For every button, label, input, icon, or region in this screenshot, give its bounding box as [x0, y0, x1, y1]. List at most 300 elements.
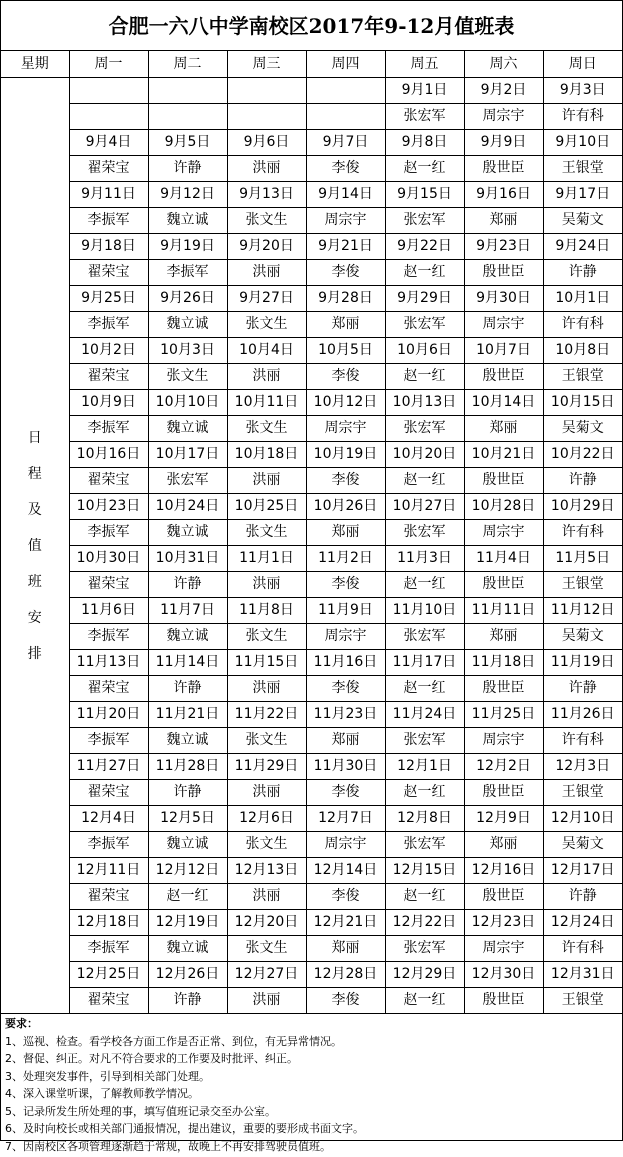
date-cell: 9月3日 [543, 78, 622, 104]
date-cell: 12月11日 [69, 858, 148, 884]
date-cell: 10月11日 [227, 390, 306, 416]
schedule-table [1, 51, 622, 1014]
date-cell: 9月27日 [227, 286, 306, 312]
date-cell: 10月15日 [543, 390, 622, 416]
duty-person-cell: 郑丽 [464, 416, 543, 442]
duty-row [1, 104, 622, 130]
duty-person-cell: 李俊 [306, 780, 385, 806]
duty-person-cell: 翟荣宝 [69, 156, 148, 182]
date-cell: 11月11日 [464, 598, 543, 624]
date-cell: 10月23日 [69, 494, 148, 520]
duty-person-cell: 洪丽 [227, 780, 306, 806]
date-cell: 12月23日 [464, 910, 543, 936]
date-cell: 11月17日 [385, 650, 464, 676]
duty-row [1, 572, 622, 598]
date-row [1, 598, 622, 624]
duty-person-cell: 王银堂 [543, 156, 622, 182]
duty-person-cell: 张文生 [227, 208, 306, 234]
duty-person-cell: 许静 [148, 676, 227, 702]
date-cell [148, 78, 227, 104]
date-cell: 12月2日 [464, 754, 543, 780]
date-cell [227, 78, 306, 104]
duty-person-cell: 翟荣宝 [69, 364, 148, 390]
side-label-char: 值 [27, 537, 42, 554]
date-cell: 10月22日 [543, 442, 622, 468]
date-cell: 12月20日 [227, 910, 306, 936]
duty-person-cell: 翟荣宝 [69, 572, 148, 598]
date-cell: 10月24日 [148, 494, 227, 520]
date-cell: 12月15日 [385, 858, 464, 884]
duty-person-cell: 殷世臣 [464, 468, 543, 494]
duty-person-cell: 赵一红 [385, 572, 464, 598]
duty-person-cell: 张宏军 [385, 520, 464, 546]
date-cell: 12月1日 [385, 754, 464, 780]
duty-row [1, 936, 622, 962]
header-weekday-label: 星期 [1, 51, 69, 78]
duty-person-cell: 张宏军 [385, 624, 464, 650]
date-row [1, 806, 622, 832]
duty-person-cell: 李振军 [69, 832, 148, 858]
duty-person-cell: 殷世臣 [464, 780, 543, 806]
duty-person-cell: 张宏军 [385, 312, 464, 338]
duty-person-cell: 殷世臣 [464, 676, 543, 702]
date-cell: 9月7日 [306, 130, 385, 156]
date-cell: 10月1日 [543, 286, 622, 312]
side-label [1, 78, 69, 1014]
date-cell: 12月18日 [69, 910, 148, 936]
side-label-char: 排 [27, 645, 42, 662]
date-cell: 10月9日 [69, 390, 148, 416]
duty-row [1, 156, 622, 182]
duty-person-cell: 魏立诚 [148, 208, 227, 234]
date-cell: 11月21日 [148, 702, 227, 728]
requirements-notes [1, 1013, 622, 1157]
date-cell: 12月21日 [306, 910, 385, 936]
duty-person-cell: 李振军 [69, 624, 148, 650]
header-day: 周三 [227, 51, 306, 78]
date-cell: 12月24日 [543, 910, 622, 936]
header-day: 周五 [385, 51, 464, 78]
duty-person-cell: 许静 [543, 468, 622, 494]
date-cell: 12月28日 [306, 962, 385, 988]
duty-person-cell: 赵一红 [148, 884, 227, 910]
duty-person-cell: 许静 [543, 676, 622, 702]
duty-person-cell: 赵一红 [385, 260, 464, 286]
date-row [1, 286, 622, 312]
duty-row [1, 988, 622, 1014]
duty-person-cell: 李振军 [69, 312, 148, 338]
duty-person-cell: 张宏军 [385, 728, 464, 754]
date-cell: 11月12日 [543, 598, 622, 624]
duty-person-cell: 许静 [148, 780, 227, 806]
duty-person-cell: 洪丽 [227, 260, 306, 286]
duty-person-cell: 周宗宇 [306, 624, 385, 650]
duty-person-cell: 洪丽 [227, 676, 306, 702]
duty-person-cell: 周宗宇 [306, 416, 385, 442]
duty-person-cell: 张宏军 [385, 936, 464, 962]
duty-row [1, 624, 622, 650]
duty-person-cell: 许静 [148, 988, 227, 1014]
duty-person-cell: 张宏军 [385, 104, 464, 130]
date-cell: 12月7日 [306, 806, 385, 832]
date-cell [306, 78, 385, 104]
date-cell: 9月20日 [227, 234, 306, 260]
side-label-char: 及 [27, 501, 42, 518]
duty-person-cell: 许静 [543, 260, 622, 286]
duty-person-cell: 王银堂 [543, 364, 622, 390]
duty-person-cell: 吴菊文 [543, 208, 622, 234]
duty-person-cell: 赵一红 [385, 988, 464, 1014]
date-cell: 9月11日 [69, 182, 148, 208]
duty-person-cell: 翟荣宝 [69, 988, 148, 1014]
duty-person-cell: 赵一红 [385, 884, 464, 910]
duty-person-cell: 吴菊文 [543, 832, 622, 858]
duty-person-cell: 张宏军 [385, 832, 464, 858]
duty-row [1, 416, 622, 442]
duty-person-cell: 李俊 [306, 572, 385, 598]
duty-person-cell [69, 104, 148, 130]
date-cell: 9月24日 [543, 234, 622, 260]
date-cell: 9月19日 [148, 234, 227, 260]
duty-person-cell: 张文生 [227, 520, 306, 546]
date-cell: 11月24日 [385, 702, 464, 728]
date-row [1, 78, 622, 104]
duty-person-cell: 许有科 [543, 104, 622, 130]
duty-person-cell: 李俊 [306, 260, 385, 286]
date-row [1, 338, 622, 364]
duty-person-cell: 郑丽 [306, 936, 385, 962]
duty-person-cell: 李振军 [148, 260, 227, 286]
date-row [1, 702, 622, 728]
date-cell: 11月6日 [69, 598, 148, 624]
date-cell: 9月9日 [464, 130, 543, 156]
duty-person-cell: 许有科 [543, 728, 622, 754]
requirements-list [5, 1033, 618, 1156]
date-cell [69, 78, 148, 104]
date-cell: 12月31日 [543, 962, 622, 988]
date-cell: 11月27日 [69, 754, 148, 780]
duty-person-cell: 洪丽 [227, 364, 306, 390]
date-cell: 10月5日 [306, 338, 385, 364]
side-label-char: 日 [27, 429, 42, 446]
date-cell: 11月26日 [543, 702, 622, 728]
header-day: 周四 [306, 51, 385, 78]
date-cell: 10月2日 [69, 338, 148, 364]
date-cell: 12月16日 [464, 858, 543, 884]
date-cell: 9月17日 [543, 182, 622, 208]
date-cell: 10月26日 [306, 494, 385, 520]
duty-person-cell: 许有科 [543, 520, 622, 546]
date-cell: 12月22日 [385, 910, 464, 936]
date-cell: 11月1日 [227, 546, 306, 572]
duty-person-cell: 周宗宇 [464, 936, 543, 962]
duty-person-cell: 殷世臣 [464, 156, 543, 182]
date-row [1, 754, 622, 780]
date-row [1, 650, 622, 676]
date-cell: 12月17日 [543, 858, 622, 884]
date-cell: 9月14日 [306, 182, 385, 208]
duty-person-cell: 周宗宇 [464, 312, 543, 338]
requirement-item: 1、巡视、检查。看学校各方面工作是否正常、到位，有无异常情况。 [5, 1034, 342, 1048]
duty-person-cell: 张宏军 [385, 416, 464, 442]
duty-person-cell: 魏立诚 [148, 416, 227, 442]
duty-person-cell: 殷世臣 [464, 884, 543, 910]
date-cell: 9月16日 [464, 182, 543, 208]
date-row [1, 546, 622, 572]
date-cell: 12月3日 [543, 754, 622, 780]
date-cell: 12月29日 [385, 962, 464, 988]
side-label-char: 程 [27, 465, 42, 482]
duty-person-cell [306, 104, 385, 130]
date-cell: 12月12日 [148, 858, 227, 884]
date-row [1, 962, 622, 988]
date-cell: 10月16日 [69, 442, 148, 468]
duty-person-cell: 张文生 [227, 728, 306, 754]
date-cell: 10月4日 [227, 338, 306, 364]
date-cell: 12月8日 [385, 806, 464, 832]
date-row [1, 442, 622, 468]
duty-person-cell: 翟荣宝 [69, 780, 148, 806]
duty-person-cell: 殷世臣 [464, 260, 543, 286]
date-cell: 12月14日 [306, 858, 385, 884]
date-cell: 9月25日 [69, 286, 148, 312]
duty-person-cell: 周宗宇 [464, 728, 543, 754]
duty-person-cell: 翟荣宝 [69, 260, 148, 286]
duty-row [1, 728, 622, 754]
date-cell: 10月19日 [306, 442, 385, 468]
duty-person-cell: 张文生 [227, 312, 306, 338]
requirement-item: 5、记录所发生所处理的事，填写值班记录交至办公室。 [5, 1104, 276, 1118]
duty-row [1, 312, 622, 338]
date-cell: 11月5日 [543, 546, 622, 572]
date-cell: 12月4日 [69, 806, 148, 832]
date-cell: 10月12日 [306, 390, 385, 416]
date-cell: 9月28日 [306, 286, 385, 312]
duty-person-cell: 魏立诚 [148, 312, 227, 338]
date-cell: 10月31日 [148, 546, 227, 572]
date-cell: 11月19日 [543, 650, 622, 676]
date-row [1, 130, 622, 156]
requirement-item: 4、深入课堂听课，了解教师教学情况。 [5, 1087, 199, 1100]
date-cell: 9月30日 [464, 286, 543, 312]
duty-person-cell: 洪丽 [227, 468, 306, 494]
date-cell: 9月21日 [306, 234, 385, 260]
side-label-char: 安 [27, 609, 42, 626]
date-cell: 10月3日 [148, 338, 227, 364]
date-cell: 12月5日 [148, 806, 227, 832]
duty-person-cell: 赵一红 [385, 364, 464, 390]
date-cell: 11月4日 [464, 546, 543, 572]
requirement-item: 6、及时向校长或相关部门通报情况，提出建议，重要的要形成书面文字。 [5, 1122, 364, 1135]
duty-person-cell: 张文生 [227, 832, 306, 858]
duty-person-cell: 周宗宇 [306, 832, 385, 858]
date-cell: 11月29日 [227, 754, 306, 780]
duty-person-cell: 殷世臣 [464, 572, 543, 598]
date-cell: 10月6日 [385, 338, 464, 364]
duty-person-cell: 李俊 [306, 468, 385, 494]
date-cell: 11月2日 [306, 546, 385, 572]
duty-person-cell: 李振军 [69, 520, 148, 546]
duty-person-cell: 殷世臣 [464, 364, 543, 390]
date-cell: 10月14日 [464, 390, 543, 416]
date-cell: 11月30日 [306, 754, 385, 780]
duty-person-cell: 许静 [543, 884, 622, 910]
duty-person-cell: 赵一红 [385, 676, 464, 702]
date-row [1, 390, 622, 416]
duty-row [1, 260, 622, 286]
date-cell: 10月21日 [464, 442, 543, 468]
date-cell: 10月17日 [148, 442, 227, 468]
duty-person-cell: 周宗宇 [464, 104, 543, 130]
date-cell: 10月29日 [543, 494, 622, 520]
date-cell: 9月18日 [69, 234, 148, 260]
date-cell: 9月5日 [148, 130, 227, 156]
duty-person-cell: 王银堂 [543, 780, 622, 806]
duty-person-cell: 李振军 [69, 416, 148, 442]
date-cell: 11月28日 [148, 754, 227, 780]
header-day: 周日 [543, 51, 622, 78]
duty-person-cell: 张文生 [227, 416, 306, 442]
duty-person-cell: 赵一红 [385, 468, 464, 494]
date-cell: 11月3日 [385, 546, 464, 572]
requirements-heading: 要求： [5, 1017, 38, 1030]
date-cell: 12月19日 [148, 910, 227, 936]
date-cell: 11月14日 [148, 650, 227, 676]
duty-person-cell: 王银堂 [543, 572, 622, 598]
duty-person-cell: 郑丽 [464, 208, 543, 234]
duty-row [1, 468, 622, 494]
duty-person-cell: 殷世臣 [464, 988, 543, 1014]
date-cell: 11月13日 [69, 650, 148, 676]
duty-person-cell: 张宏军 [148, 468, 227, 494]
date-cell: 10月20日 [385, 442, 464, 468]
date-cell: 10月10日 [148, 390, 227, 416]
date-cell: 10月28日 [464, 494, 543, 520]
date-cell: 11月23日 [306, 702, 385, 728]
date-cell: 9月10日 [543, 130, 622, 156]
date-cell: 11月7日 [148, 598, 227, 624]
duty-person-cell: 张文生 [227, 624, 306, 650]
duty-person-cell: 许有科 [543, 936, 622, 962]
duty-person-cell: 李振军 [69, 728, 148, 754]
requirement-item: 2、督促、纠正。对凡不符合要求的工作要及时批评、纠正。 [5, 1052, 298, 1065]
duty-person-cell: 魏立诚 [148, 832, 227, 858]
date-cell: 11月16日 [306, 650, 385, 676]
header-day: 周二 [148, 51, 227, 78]
duty-person-cell: 洪丽 [227, 156, 306, 182]
duty-row [1, 520, 622, 546]
side-label-char: 班 [27, 573, 42, 590]
date-cell: 9月4日 [69, 130, 148, 156]
duty-person-cell: 郑丽 [306, 520, 385, 546]
duty-person-cell: 周宗宇 [306, 208, 385, 234]
date-cell: 11月9日 [306, 598, 385, 624]
duty-row [1, 676, 622, 702]
duty-person-cell: 张宏军 [385, 208, 464, 234]
duty-person-cell: 郑丽 [464, 832, 543, 858]
date-cell: 9月8日 [385, 130, 464, 156]
date-cell: 9月13日 [227, 182, 306, 208]
duty-person-cell: 郑丽 [464, 624, 543, 650]
duty-person-cell: 吴菊文 [543, 624, 622, 650]
date-cell: 10月18日 [227, 442, 306, 468]
date-row [1, 182, 622, 208]
date-cell: 9月22日 [385, 234, 464, 260]
duty-row [1, 364, 622, 390]
duty-person-cell: 翟荣宝 [69, 676, 148, 702]
date-row [1, 494, 622, 520]
date-cell: 11月25日 [464, 702, 543, 728]
date-cell: 11月8日 [227, 598, 306, 624]
duty-person-cell: 魏立诚 [148, 936, 227, 962]
duty-row [1, 832, 622, 858]
date-row [1, 858, 622, 884]
date-cell: 12月26日 [148, 962, 227, 988]
date-cell: 10月25日 [227, 494, 306, 520]
date-cell: 9月15日 [385, 182, 464, 208]
date-cell: 12月6日 [227, 806, 306, 832]
duty-person-cell: 郑丽 [306, 312, 385, 338]
date-cell: 9月2日 [464, 78, 543, 104]
duty-person-cell [227, 104, 306, 130]
date-row [1, 234, 622, 260]
duty-person-cell: 郑丽 [306, 728, 385, 754]
duty-person-cell: 周宗宇 [464, 520, 543, 546]
duty-person-cell: 李振军 [69, 936, 148, 962]
date-cell: 11月10日 [385, 598, 464, 624]
date-cell: 10月30日 [69, 546, 148, 572]
duty-person-cell: 洪丽 [227, 884, 306, 910]
requirement-item: 7、因南校区各项管理逐渐趋于常规，故晚上不再安排驾驶员值班。 [5, 1139, 331, 1153]
duty-person-cell: 赵一红 [385, 156, 464, 182]
date-cell: 10月27日 [385, 494, 464, 520]
duty-row [1, 884, 622, 910]
date-row [1, 910, 622, 936]
duty-person-cell: 魏立诚 [148, 728, 227, 754]
duty-person-cell: 翟荣宝 [69, 884, 148, 910]
requirement-item: 3、处理突发事件，引导到相关部门处理。 [5, 1069, 210, 1083]
duty-person-cell: 洪丽 [227, 988, 306, 1014]
header-day: 周六 [464, 51, 543, 78]
duty-row [1, 780, 622, 806]
date-cell: 11月15日 [227, 650, 306, 676]
date-cell: 9月12日 [148, 182, 227, 208]
page-title: 合肥一六八中学南校区2017年9-12月值班表 [1, 1, 622, 51]
date-cell: 12月25日 [69, 962, 148, 988]
duty-person-cell: 李俊 [306, 676, 385, 702]
date-cell: 12月13日 [227, 858, 306, 884]
date-cell: 10月8日 [543, 338, 622, 364]
date-cell: 12月30日 [464, 962, 543, 988]
duty-person-cell: 许静 [148, 156, 227, 182]
date-cell: 9月29日 [385, 286, 464, 312]
duty-person-cell: 李俊 [306, 988, 385, 1014]
duty-person-cell: 李俊 [306, 364, 385, 390]
date-cell: 11月20日 [69, 702, 148, 728]
header-day: 周一 [69, 51, 148, 78]
duty-row [1, 208, 622, 234]
date-cell: 10月13日 [385, 390, 464, 416]
date-cell: 9月1日 [385, 78, 464, 104]
date-cell: 12月27日 [227, 962, 306, 988]
duty-person-cell: 魏立诚 [148, 624, 227, 650]
duty-person-cell: 李俊 [306, 156, 385, 182]
date-cell: 11月22日 [227, 702, 306, 728]
date-cell: 9月26日 [148, 286, 227, 312]
duty-person-cell [148, 104, 227, 130]
date-cell: 11月18日 [464, 650, 543, 676]
duty-person-cell: 张文生 [148, 364, 227, 390]
